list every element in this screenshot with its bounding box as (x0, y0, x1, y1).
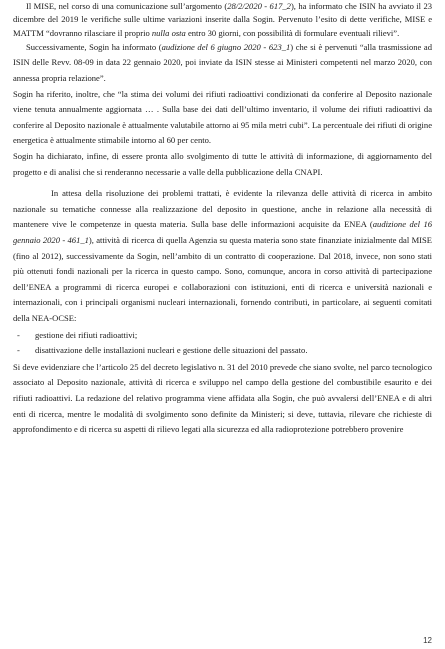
bullet-dash: - (17, 345, 20, 356)
text-segment: ) che si è pervenuti “alla trasmissione ad ISIN delle Revv. 08-09 in data 22 gennaio 2020, poi inviate da ISIN stesse ai Ministeri competenti nel marzo 2020, con annessa propria relazione”. (13, 41, 432, 84)
page-number: 12 (423, 636, 432, 645)
list-item-text: gestione dei rifiuti radioattivi; (35, 329, 138, 340)
paragraph-mise-communication (13, 0, 432, 40)
nea-committees-list (13, 328, 432, 359)
paragraph-legislative-decree: Si deve evidenziare che l’articolo 25 del decreto legislativo n. 31 del 2010 prevede che siano svolte, nel parco tecnologico associato al Deposito nazionale, attività di ricerca e sviluppo nel campo della gestione del combustibile esaurito e dei rifiuti radioattivi. La redazione del relativo programma viene affidata alla Sogin, che può avvalersi dell’ENEA e di altri enti di ricerca, mentre le modalità di svolgimento sono definite da Ministeri; si deve, tuttavia, rilevare che richieste di approfondimento e di ricerca su aspetti di rilievo legati alla sicurezza ed alla radioprotezione potrebbero provenire (13, 361, 432, 435)
paragraph-sogin-informed (13, 40, 432, 87)
hearing-reference: 28/2/2020 - 617_2 (227, 1, 291, 11)
paragraph-waste-volume: Sogin ha riferito, inoltre, che “la stima dei volumi dei rifiuti radioattivi condizionati da conferire al Deposito nazionale viene tenuta annualmente aggiornata … . Sulla base dei dati dell’ultimo inventario, il volume dei rifiuti radioattivi da conferire al Deposito nazionale è attualmente valutabile attorno ai 95 mila metri cubi”. La percentuale dei rifiuti di origine energetica è attualmente stimabile intorno al 60 per cento. (13, 88, 432, 146)
hearing-reference: audizione del 6 giugno 2020 - 623_1 (161, 41, 291, 52)
text-segment: Successivamente, Sogin ha informato ( (26, 41, 162, 52)
text-segment: In attesa della risoluzione dei problemi trattati, è evidente la rilevanza delle attività di ricerca in ambito nazionale su tematiche connesse alla realizzazione del deposito in questione, anche in relazione alla necessità di mantenere vive le competenze in questa materia. Sulla base delle informazioni acquisite da ENEA ( (13, 188, 432, 230)
document-body (13, 0, 432, 438)
hearing-reference: audizione del 16 gennaio 2020 - 461_1 (13, 219, 433, 246)
list-item-text: disattivazione delle installazioni nucleari e gestione delle situazioni del passato. (35, 345, 308, 356)
paragraph-sogin-ready: Sogin ha dichiarato, infine, di essere pronta allo svolgimento di tutte le attività di informazione, di aggiornamento del progetto e di analisi che si renderanno necessarie a valle della pubblicazione della CNAPI. (13, 151, 432, 177)
text-segment: Il MISE, nel corso di una comunicazione sull’argomento ( (26, 1, 228, 11)
list-item (13, 328, 432, 344)
text-segment: ), ha informato che ISIN ha avviato il 23 dicembre del 2019 le verifiche sulle ultime variazioni inserite dalla Sogin. Pervenuto l’esito di dette verifiche, MISE e MATTM “dovranno rilasciare il proprio (13, 1, 433, 38)
text-segment: entro 30 giorni, con possibilità di formulare eventuali rilievi”. (185, 27, 400, 38)
italic-term: nulla osta (151, 27, 186, 38)
text-segment: ), attività di ricerca di quella Agenzia su questa materia sono state finanziate inizialmente dal MISE (fino al 2012), successivamente da Sogin, nell’ambito di un contratto di cooperazione. Dal 2018, invece, non sono stati più ottenuti fondi nazionali per la ricerca in questo campo. Sono, comunque, ancora in corso attività di partecipazione dell’ENEA a programmi di ricerca europei e collaborazioni con istituzioni, enti di ricerca e università nazionali e internazionali, con i principali organismi nucleari internazionali, fornendo contributi, in particolare, ai seguenti comitati della NEA-OCSE: (13, 235, 432, 323)
paragraph-enea-research (13, 186, 432, 326)
bullet-dash: - (17, 329, 20, 340)
list-item (13, 343, 432, 359)
